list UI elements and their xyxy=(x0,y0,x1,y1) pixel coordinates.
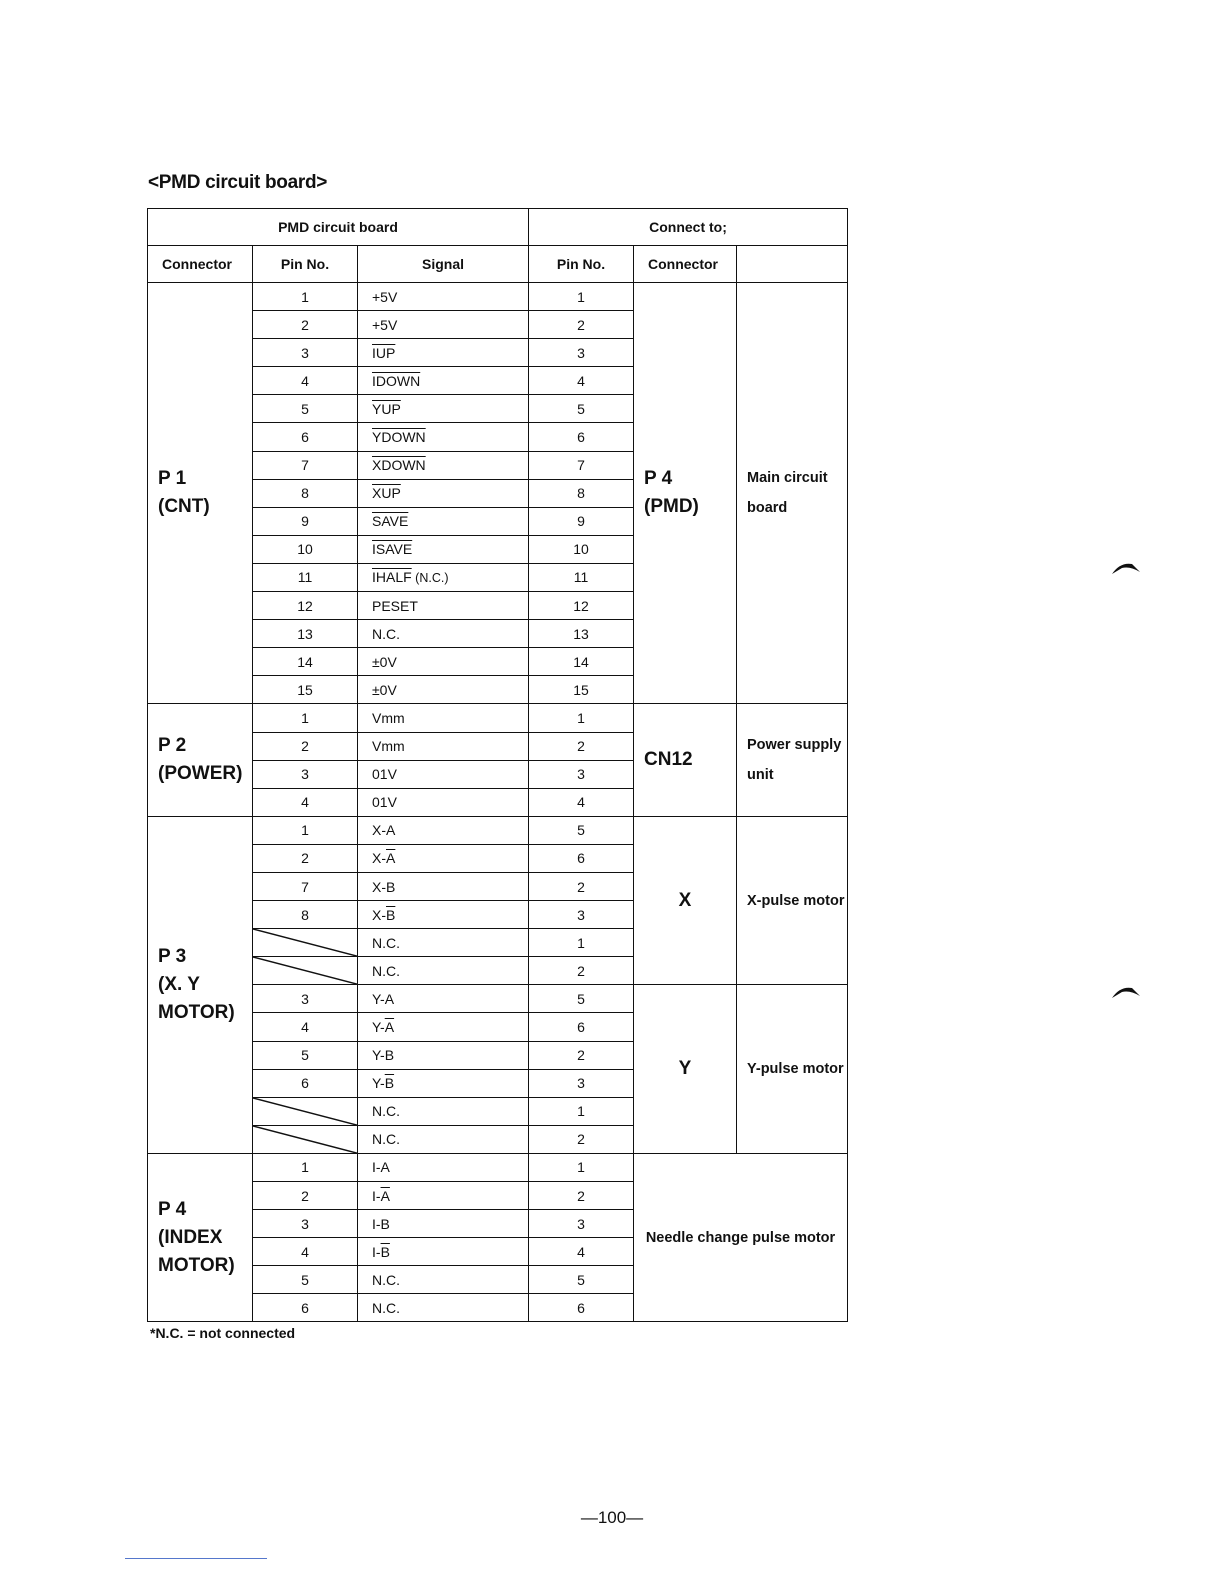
connector-p3-line: (X. Y xyxy=(158,973,200,995)
signal-note: (N.C.) xyxy=(411,571,449,586)
signal-text: N.C. xyxy=(372,1299,400,1316)
pin-cell: 2 xyxy=(253,844,358,872)
signal-cell xyxy=(358,339,529,367)
table-row xyxy=(148,283,848,311)
pin-to-cell: 5 xyxy=(529,1266,634,1294)
pin-cell: 4 xyxy=(253,1238,358,1266)
signal-cell xyxy=(358,395,529,423)
pin-to-cell: 9 xyxy=(529,507,634,535)
pin-cell: 3 xyxy=(253,760,358,788)
signal-cell xyxy=(358,901,529,929)
pin-to-cell: 6 xyxy=(529,1294,634,1322)
table-row xyxy=(148,985,848,1013)
signal-active-low: SAVE xyxy=(372,513,409,530)
pin-to-cell: 1 xyxy=(529,929,634,957)
connector-p2-line: (POWER) xyxy=(158,763,243,785)
pin-to-cell: 2 xyxy=(529,311,634,339)
signal-cell xyxy=(358,929,529,957)
signal-active-low: $\overline{B}$ xyxy=(386,906,396,923)
connector-p3-line: P 3 xyxy=(158,945,187,967)
signal-cell: Vmm xyxy=(358,732,529,760)
signal-text: PESET xyxy=(372,597,418,614)
connector-cn12 xyxy=(634,704,737,816)
no-pin-cell xyxy=(253,957,358,985)
signal-cell xyxy=(358,1069,529,1097)
pin-cell: 13 xyxy=(253,620,358,648)
connector-y: Y xyxy=(634,985,737,1154)
signal-cell xyxy=(358,592,529,620)
signal-text: I-B xyxy=(372,1215,390,1232)
col-header-signal: Signal xyxy=(358,246,529,283)
signal-cell xyxy=(358,1266,529,1294)
pin-cell: 11 xyxy=(253,563,358,591)
signal-text: X-A xyxy=(372,822,396,839)
signal-active-low: ISAVE xyxy=(372,541,413,558)
signal-active-low: $\overline{YUP}$ xyxy=(372,400,401,417)
signal-active-low: $\overline{XUP}$ xyxy=(372,485,401,502)
pin-cell: 2 xyxy=(253,311,358,339)
header-pmd-board: PMD circuit board xyxy=(148,209,529,246)
signal-cell xyxy=(358,1238,529,1266)
page-title: <PMD circuit board> xyxy=(148,172,328,193)
pin-cell: 2 xyxy=(253,1182,358,1210)
bottom-rule xyxy=(125,1558,267,1559)
col-header-pin: Pin No. xyxy=(253,246,358,283)
dest-main-board-line: Main circuit xyxy=(747,470,828,487)
col-header-connector-to: Connector xyxy=(634,246,737,283)
pin-to-cell: 1 xyxy=(529,1153,634,1181)
pin-cell: 2 xyxy=(253,732,358,760)
dest-power-supply xyxy=(737,704,848,816)
pin-to-cell: 8 xyxy=(529,479,634,507)
pin-cell: 5 xyxy=(253,1266,358,1294)
dest-main-board-line: board xyxy=(747,500,788,517)
connector-p1-line: P 1 xyxy=(158,468,187,490)
signal-text: ±0V xyxy=(372,681,397,698)
dest-y-motor: Y-pulse motor xyxy=(737,985,848,1154)
signal-text: X- xyxy=(372,850,386,867)
pin-cell: 3 xyxy=(253,1210,358,1238)
signal-text: Y- xyxy=(372,1075,385,1092)
pin-to-cell: 10 xyxy=(529,535,634,563)
table-row xyxy=(148,704,848,732)
dest-power-supply-line: Power supply xyxy=(747,737,842,754)
signal-cell xyxy=(358,1294,529,1322)
signal-cell xyxy=(358,479,529,507)
connector-p4-pmd-line: P 4 xyxy=(644,468,673,490)
header-connect-to: Connect to; xyxy=(529,209,848,246)
connector-p4-pmd xyxy=(634,283,737,704)
signal-active-low: $\overline{IUP}$ xyxy=(372,344,396,361)
signal-cell: 01V xyxy=(358,788,529,816)
pin-cell: 4 xyxy=(253,367,358,395)
signal-cell xyxy=(358,648,529,676)
pin-cell: 3 xyxy=(253,339,358,367)
binding-mark-icon xyxy=(1110,984,1142,1000)
connector-p4-index-line: MOTOR) xyxy=(158,1254,235,1276)
pin-to-cell: 2 xyxy=(529,1182,634,1210)
pin-to-cell: 3 xyxy=(529,760,634,788)
signal-text: N.C. xyxy=(372,1271,400,1288)
signal-text: N.C. xyxy=(372,934,400,951)
pin-to-cell: 7 xyxy=(529,451,634,479)
pin-cell: 1 xyxy=(253,704,358,732)
signal-cell xyxy=(358,1125,529,1153)
signal-cell xyxy=(358,1210,529,1238)
connector-p4-index-line: P 4 xyxy=(158,1198,187,1220)
pin-cell: 8 xyxy=(253,901,358,929)
binding-mark-icon xyxy=(1110,560,1142,576)
dest-x-motor: X-pulse motor xyxy=(737,816,848,985)
table-row xyxy=(148,1153,848,1181)
footnote: *N.C. = not connected xyxy=(150,1325,296,1341)
pin-cell: 7 xyxy=(253,872,358,900)
signal-cell xyxy=(358,535,529,563)
pin-to-cell: 5 xyxy=(529,395,634,423)
col-header-connector: Connector xyxy=(148,246,253,283)
pin-to-cell: 2 xyxy=(529,1041,634,1069)
pin-to-cell: 2 xyxy=(529,957,634,985)
connector-p4-index xyxy=(148,1153,253,1322)
pin-to-cell: 12 xyxy=(529,592,634,620)
page-number: —100— xyxy=(580,1508,644,1527)
pin-cell: 9 xyxy=(253,507,358,535)
signal-cell xyxy=(358,1041,529,1069)
connector-cn12-line: CN12 xyxy=(644,749,693,771)
signal-text: I-A xyxy=(372,1159,390,1176)
signal-cell xyxy=(358,957,529,985)
signal-cell: Vmm xyxy=(358,704,529,732)
signal-text: Y-A xyxy=(372,990,395,1007)
signal-text: I- xyxy=(372,1187,381,1204)
signal-cell xyxy=(358,1013,529,1041)
signal-cell xyxy=(358,367,529,395)
signal-text: +5V xyxy=(372,316,398,333)
pin-cell: 6 xyxy=(253,1069,358,1097)
pin-to-cell: 13 xyxy=(529,620,634,648)
pin-to-cell: 15 xyxy=(529,676,634,704)
signal-cell xyxy=(358,620,529,648)
signal-cell xyxy=(358,423,529,451)
signal-text: X- xyxy=(372,906,386,923)
signal-text: Y-B xyxy=(372,1047,395,1064)
connector-p3-line: MOTOR) xyxy=(158,1001,235,1023)
pin-to-cell: 4 xyxy=(529,1238,634,1266)
connector-p2 xyxy=(148,704,253,816)
pin-to-cell: 11 xyxy=(529,563,634,591)
signal-cell xyxy=(358,1182,529,1210)
pin-to-cell: 14 xyxy=(529,648,634,676)
signal-active-low: $\overline{B}$ xyxy=(380,1243,390,1260)
pin-cell: 3 xyxy=(253,985,358,1013)
pin-to-cell: 3 xyxy=(529,1069,634,1097)
pin-cell: 5 xyxy=(253,1041,358,1069)
signal-cell: 01V xyxy=(358,760,529,788)
signal-cell xyxy=(358,507,529,535)
col-header-blank xyxy=(737,246,848,283)
pin-to-cell: 4 xyxy=(529,788,634,816)
connector-p4-index-line: (INDEX xyxy=(158,1226,223,1248)
pin-cell: 10 xyxy=(253,535,358,563)
connector-p4-pmd-line: (PMD) xyxy=(644,496,699,518)
signal-cell xyxy=(358,816,529,844)
dest-main-board xyxy=(737,283,848,704)
pin-to-cell: 2 xyxy=(529,732,634,760)
connector-p1-line: (CNT) xyxy=(158,496,210,518)
pin-cell: 14 xyxy=(253,648,358,676)
signal-text: ±0V xyxy=(372,653,397,670)
signal-active-low: $\overline{A}$ xyxy=(386,850,396,867)
signal-cell xyxy=(358,311,529,339)
pin-cell: 6 xyxy=(253,1294,358,1322)
signal-text: N.C. xyxy=(372,1131,400,1148)
signal-active-low: $\overline{A}$ xyxy=(380,1187,390,1204)
pin-to-cell: 6 xyxy=(529,1013,634,1041)
pin-to-cell: 2 xyxy=(529,1125,634,1153)
pin-cell: 4 xyxy=(253,1013,358,1041)
signal-active-low: XDOWN xyxy=(372,457,426,474)
signal-text: +5V xyxy=(372,288,398,305)
connector-p3 xyxy=(148,816,253,1153)
signal-cell xyxy=(358,844,529,872)
pin-to-cell: 2 xyxy=(529,872,634,900)
no-pin-cell xyxy=(253,1097,358,1125)
column-header-row xyxy=(148,246,848,283)
signal-cell xyxy=(358,676,529,704)
pin-cell: 1 xyxy=(253,1153,358,1181)
no-pin-cell xyxy=(253,929,358,957)
signal-active-low: $\overline{B}$ xyxy=(384,1075,395,1092)
pin-to-cell: 3 xyxy=(529,339,634,367)
signal-text: Y- xyxy=(372,1018,385,1035)
signal-cell xyxy=(358,451,529,479)
signal-cell xyxy=(358,872,529,900)
col-header-pin-to: Pin No. xyxy=(529,246,634,283)
signal-active-low: IDOWN xyxy=(372,372,421,389)
pin-cell: 15 xyxy=(253,676,358,704)
pin-to-cell: 6 xyxy=(529,423,634,451)
pin-cell: 6 xyxy=(253,423,358,451)
signal-text: N.C. xyxy=(372,962,400,979)
pin-to-cell: 1 xyxy=(529,1097,634,1125)
pin-to-cell: 1 xyxy=(529,704,634,732)
pin-cell: 12 xyxy=(253,592,358,620)
signal-active-low: $\overline{A}$ xyxy=(384,1018,395,1035)
pin-cell: 1 xyxy=(253,816,358,844)
connector-x: X xyxy=(634,816,737,985)
pin-to-cell: 4 xyxy=(529,367,634,395)
signal-cell xyxy=(358,283,529,311)
pin-to-cell: 1 xyxy=(529,283,634,311)
signal-cell xyxy=(358,1097,529,1125)
signal-active-low: IHALF xyxy=(372,569,412,586)
signal-text: I- xyxy=(372,1243,381,1260)
dest-power-supply-line: unit xyxy=(747,767,774,784)
pin-to-cell: 3 xyxy=(529,1210,634,1238)
pin-to-cell: 3 xyxy=(529,901,634,929)
pin-cell: 8 xyxy=(253,479,358,507)
pin-cell: 7 xyxy=(253,451,358,479)
signal-text: N.C. xyxy=(372,1103,400,1120)
table-body xyxy=(148,283,848,1322)
signal-active-low: YDOWN xyxy=(372,429,426,446)
pin-cell: 4 xyxy=(253,788,358,816)
dest-needle-motor: Needle change pulse motor xyxy=(634,1153,848,1322)
no-pin-cell xyxy=(253,1125,358,1153)
pin-cell: 1 xyxy=(253,283,358,311)
signal-cell xyxy=(358,985,529,1013)
pin-assignment-table xyxy=(147,208,848,1322)
pin-to-cell: 5 xyxy=(529,816,634,844)
signal-text: X-B xyxy=(372,878,396,895)
pin-to-cell: 5 xyxy=(529,985,634,1013)
table-row xyxy=(148,816,848,844)
connector-p2-line: P 2 xyxy=(158,735,187,757)
table-header-row xyxy=(148,209,848,246)
signal-cell xyxy=(358,1153,529,1181)
pin-to-cell: 6 xyxy=(529,844,634,872)
signal-text: N.C. xyxy=(372,625,400,642)
signal-cell xyxy=(358,563,529,591)
connector-p1 xyxy=(148,283,253,704)
pin-cell: 5 xyxy=(253,395,358,423)
